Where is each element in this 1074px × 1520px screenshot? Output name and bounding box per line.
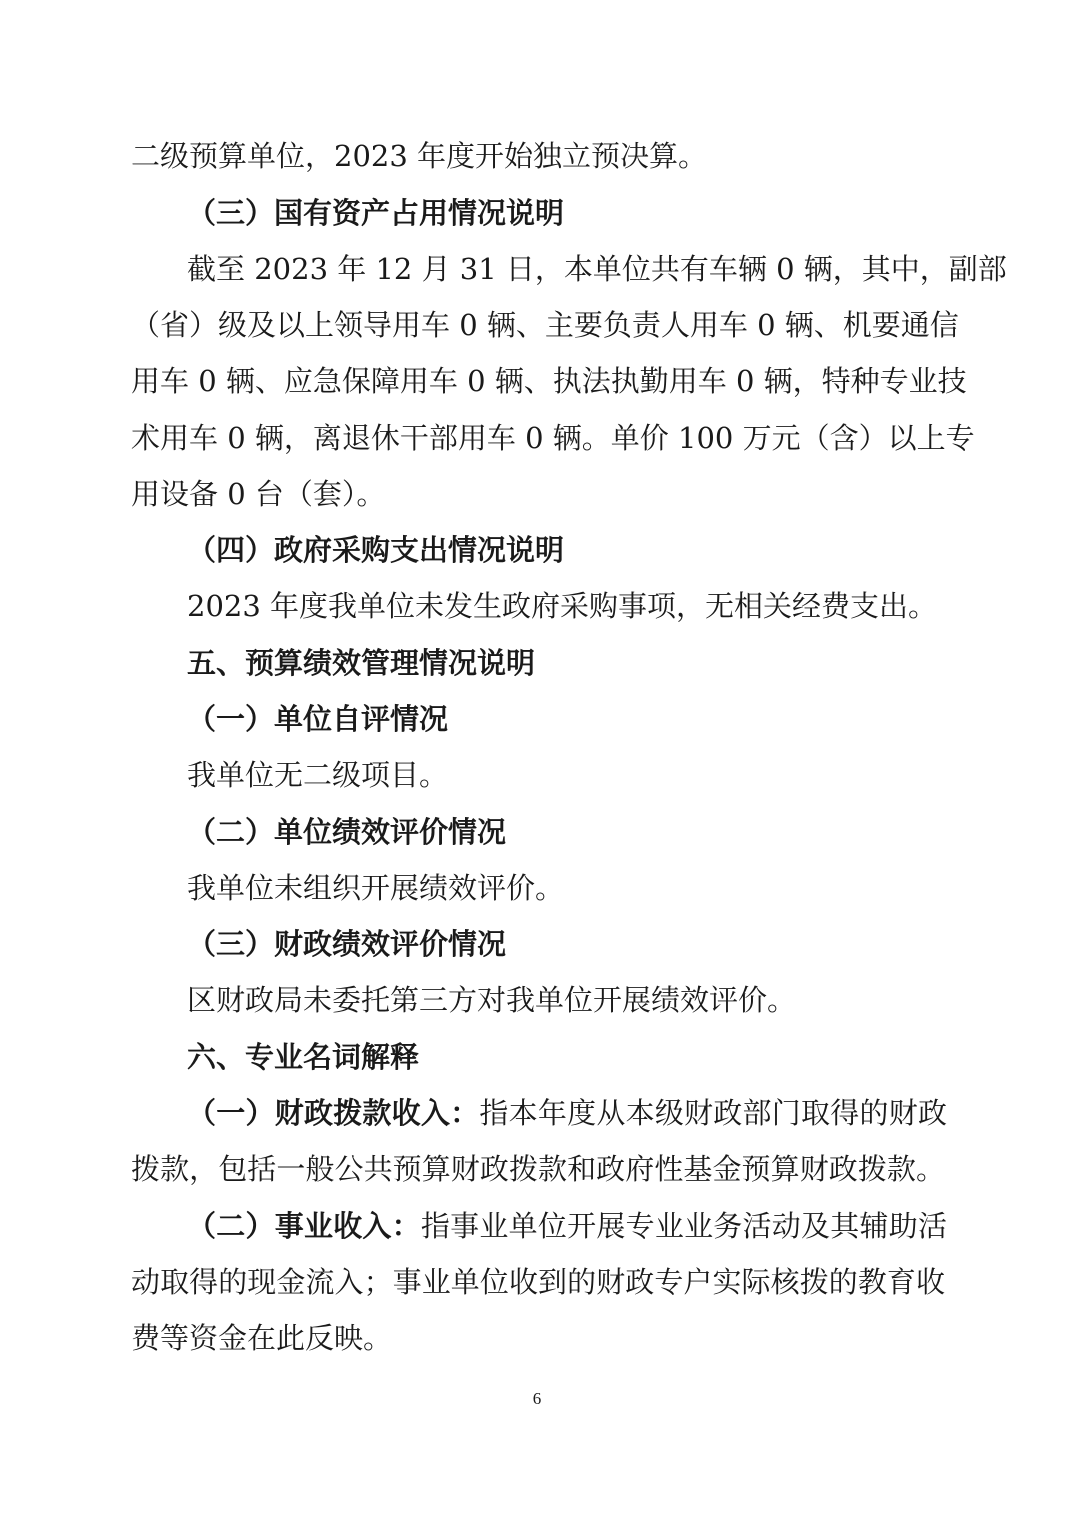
body-line: 用车 0 辆、应急保障用车 0 辆、执法执勤用车 0 辆，特种专业技 xyxy=(131,364,967,398)
glossary-definition: 指事业单位开展专业业务活动及其辅助活 xyxy=(420,1209,947,1243)
section-heading-fiscal-evaluation: （三）财政绩效评价情况 xyxy=(187,927,507,961)
body-line: 区财政局未委托第三方对我单位开展绩效评价。 xyxy=(187,983,797,1017)
body-line: 用设备 0 台（套）。 xyxy=(131,477,386,511)
body-line: 截至 2023 年 12 月 31 日，本单位共有车辆 0 辆，其中，副部 xyxy=(187,252,1007,286)
section-heading-unit-evaluation: （二）单位绩效评价情况 xyxy=(187,815,507,849)
body-line: 术用车 0 辆，离退休干部用车 0 辆。单价 100 万元（含）以上专 xyxy=(131,421,975,455)
body-line: 拨款，包括一般公共预算财政拨款和政府性基金预算财政拨款。 xyxy=(131,1152,945,1186)
body-line: （省）级及以上领导用车 0 辆、主要负责人用车 0 辆、机要通信 xyxy=(131,308,959,342)
section-heading-state-assets: （三）国有资产占用情况说明 xyxy=(187,196,565,230)
glossary-entry-fiscal-allocation xyxy=(187,1093,947,1133)
section-heading-procurement: （四）政府采购支出情况说明 xyxy=(187,533,565,567)
glossary-entry-business-income xyxy=(187,1206,947,1246)
glossary-definition: 指本年度从本级财政部门取得的财政 xyxy=(479,1096,947,1130)
chapter-heading-glossary: 六、专业名词解释 xyxy=(187,1040,420,1074)
body-line: 2023 年度我单位未发生政府采购事项，无相关经费支出。 xyxy=(187,589,938,623)
body-line: 动取得的现金流入；事业单位收到的财政专户实际核拨的教育收 xyxy=(131,1265,945,1299)
body-line: 我单位无二级项目。 xyxy=(187,758,449,792)
glossary-term: （一）财政拨款收入： xyxy=(187,1096,480,1130)
body-line: 二级预算单位，2023 年度开始独立预决算。 xyxy=(131,139,708,173)
body-line: 费等资金在此反映。 xyxy=(131,1321,393,1355)
glossary-term: （二）事业收入： xyxy=(187,1209,421,1243)
body-line: 我单位未组织开展绩效评价。 xyxy=(187,871,565,905)
chapter-heading-performance: 五、预算绩效管理情况说明 xyxy=(187,646,536,680)
section-heading-self-evaluation: （一）单位自评情况 xyxy=(187,702,449,736)
page-number: 6 xyxy=(532,1389,542,1408)
